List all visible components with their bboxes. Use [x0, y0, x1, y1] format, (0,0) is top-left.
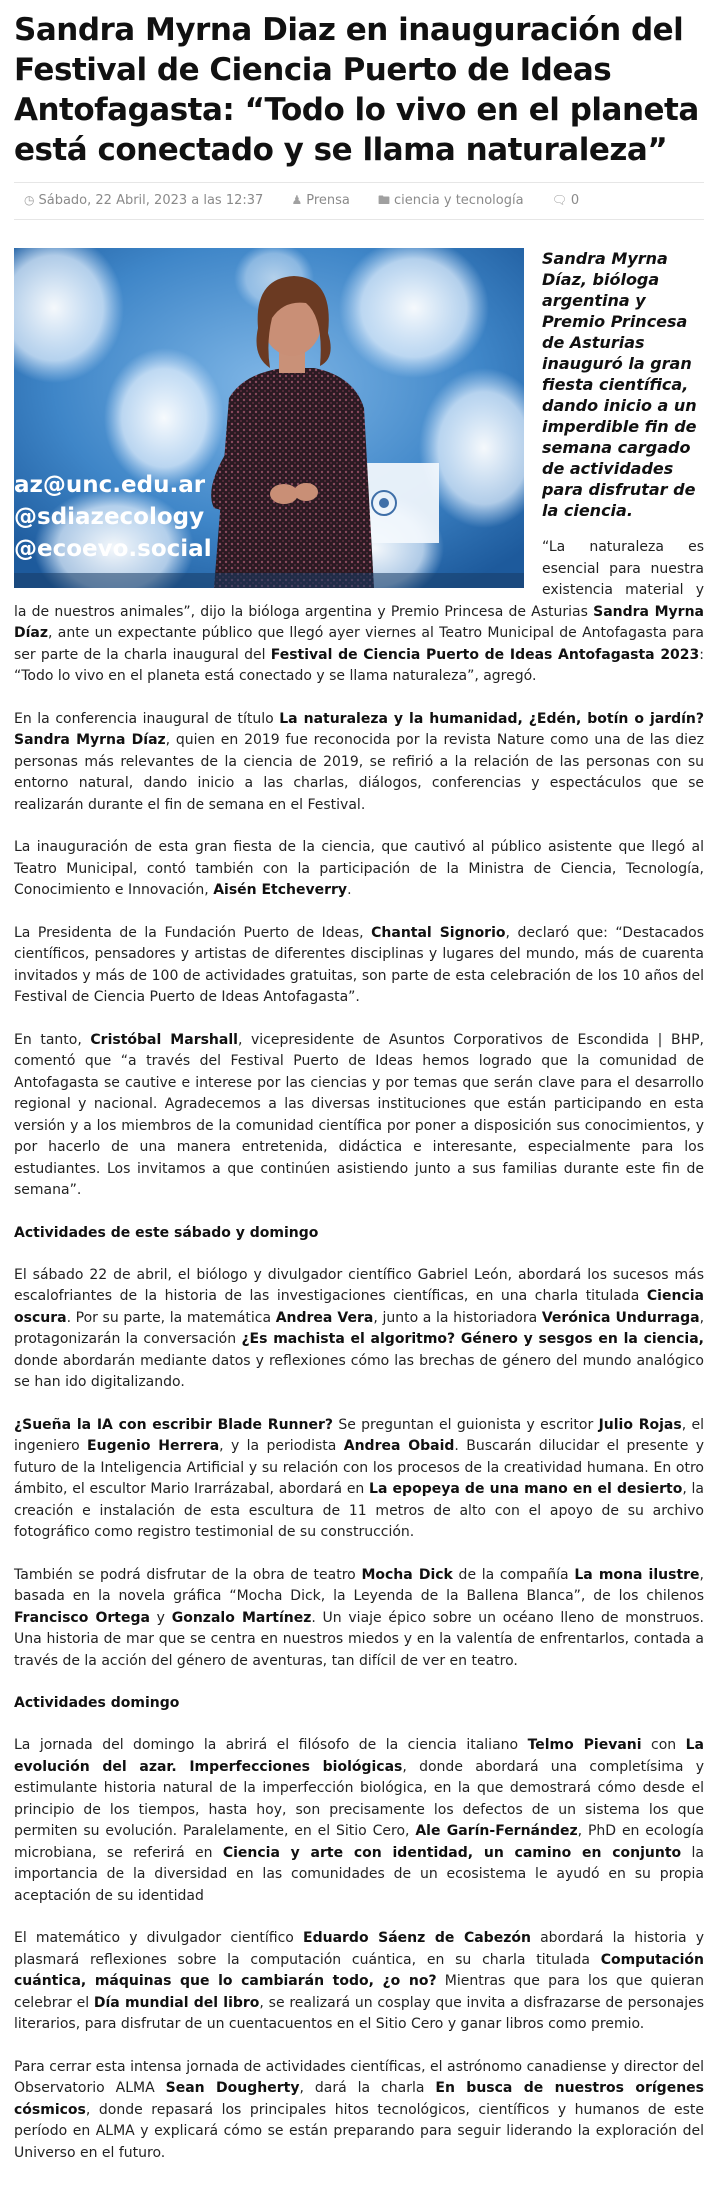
meta-category[interactable]: [378, 193, 536, 208]
heading-sunday: Actividades domingo: [14, 1695, 180, 1711]
folder-icon: 🖿: [378, 193, 391, 207]
screen-line-3: @ecoevo.social: [14, 536, 212, 562]
paragraph-11: Para cerrar esta intensa jornada de actividades científicas, el astrónomo canadiense y director del Observatorio ALMA Sean Dougherty, dará la charla En busca de nuestros orígenes cósmicos, donde repasará los principales hitos tecnológicos, científicos y humanos de este período en ALMA y explicará cómo se están preparando para seguir liderando la exploración del Universo en el futuro.: [14, 2058, 704, 2161]
paragraph-4: La Presidenta de la Fundación Puerto de Ideas, Chantal Signorio, declaró que: “Destacados científicos, pensadores y artistas de diferentes disciplinas y lugares del mundo, más de cuarenta invitados y más de 100 de actividades gratuitas, son parte de esta celebración de los 10 años del Festival de Ciencia Puerto de Ideas Antofagasta”.: [14, 924, 704, 1005]
paragraph-1: “La naturaleza es esencial para nuestra existencia material y la de nuestros animales”, dijo la bióloga argentina y Premio Princesa de Asturias Sandra Myrna Díaz, ante un expectante público que llegó ayer viernes al Teatro Municipal de Antofagasta para ser parte de la charla inaugural del Festival de Ciencia Puerto de Ideas Antofagasta 2023: “Todo lo vivo en el planeta está conectado y se llama naturaleza”, agregó.: [14, 539, 704, 684]
clock-icon: ◷: [24, 193, 35, 207]
paragraph-7: ¿Sueña la IA con escribir Blade Runner? Se preguntan el guionista y escritor Julio Rojas, el ingeniero Eugenio Herrera, y la periodista Andrea Obaid. Buscarán dilucidar el presente y futuro de la Inteligencia Artificial y su relación con los procesos de la creatividad humana. En otro ámbito, el escultor Mario Irarrázabal, abordará en La epopeya de una mano en el desierto, la creación e instalación de esta escultura de 11 metros de alto con el apoyo de su archivo fotográfico como registro testimonial de su construcción.: [14, 1416, 705, 1540]
screen-handles: [14, 472, 212, 562]
paragraph-5: En tanto, Cristóbal Marshall, vicepresidente de Asuntos Corporativos de Escondida | BHP, comentó que “a través del Festival Puerto de Ideas hemos logrado que la comunidad de Antofagasta se cautive e interese por las ciencias y por temas que serán clave para el desarrollo regional y nacional. Agradecemos a las diversas instituciones que están participando en esta versión y a los miembros de la comunidad científica por poner a disposición sus conocimientos, y por hacerlo de una manera entretenida, didáctica e interesante, especialmente para los estudiantes. Los invitamos a que continúen asistiendo junto a sus familias durante este fin de semana”.: [14, 1031, 705, 1198]
paragraph-6: El sábado 22 de abril, el biólogo y divulgador científico Gabriel León, abordará los sucesos más escalofriantes de la historia de las investigaciones científicas, en una charla titulada Ciencia oscura. Por su parte, la matemática Andrea Vera, junto a la historiadora Verónica Undurraga, protagonizarán la conversación ¿Es machista el algoritmo? Género y sesgos en la ciencia, donde abordarán mediante datos y reflexiones cómo las brechas de género del mundo analógico se han ido digitalizando.: [14, 1266, 705, 1390]
lead-photo: [14, 248, 524, 588]
date-text: Sábado, 22 Abril, 2023 a las 12:37: [38, 193, 264, 208]
article-meta: [14, 182, 704, 220]
paragraph-2: En la conferencia inaugural de título La naturaleza y la humanidad, ¿Edén, botín o jardín? Sandra Myrna Díaz, quien en 2019 fue reconocida por la revista Nature como una de las diez personas más relevantes de la ciencia de 2019, se refirió a la relación de las personas con su entorno natural, dando inicio a las charlas, diálogos, conferencias y espectáculos que se realizarán durante el fin de semana en el Festival.: [14, 710, 705, 813]
article-lead: Sandra Myrna Díaz, bióloga argentina y Premio Princesa de Asturias inauguró la gran fiesta científica, dando inicio a un imperdible fin de semana cargado de actividades para disfrutar de la ciencia.: [542, 249, 697, 520]
comment-icon: 🗨: [551, 193, 567, 207]
screen-line-1: az@unc.edu.ar: [14, 472, 206, 498]
paragraph-10: El matemático y divulgador científico Eduardo Sáenz de Cabezón abordará la historia y plasmará reflexiones sobre la computación cuántica, en su charla titulada Computación cuántica, máquinas que lo cambiarán todo, ¿o no? Mientras que para los que quieran celebrar el Día mundial del libro, se realizará un cosplay que invita a disfrazarse de personajes literarios, para disfrutar de un cuentacuentos en el Sitio Cero y ganar libros como premio.: [14, 1930, 704, 2032]
comments-count[interactable]: 0: [570, 193, 580, 208]
author-text[interactable]: Prensa: [306, 193, 350, 208]
heading-saturday-sunday: Actividades de este sábado y domingo: [14, 1224, 319, 1241]
speaker-photo: [14, 248, 524, 588]
paragraph-3: La inauguración de esta gran fiesta de la ciencia, que cautivó al público asistente que llegó al Teatro Municipal, contó también con la participación de la Ministra de Ciencia, Tecnología, Conocimiento e Innovación, Aisén Etcheverry.: [14, 839, 704, 898]
paragraph-8: También se podrá disfrutar de la obra de teatro Mocha Dick de la compañía La mona ilustre, basada en la novela gráfica “Mocha Dick, la Leyenda de la Ballena Blanca”, de los chilenos Francisco Ortega y Gonzalo Martínez. Un viaje épico sobre un océano lleno de monstruos. Una historia de mar que se centra en nuestros miedos y en la valentía de enfrentarlos, contada a través de la acción del género de aventuras, tan difícil de ver en teatro.: [14, 1566, 705, 1669]
category-link[interactable]: ciencia y tecnología: [394, 193, 524, 208]
article-title: Sandra Myrna Diaz en inauguración del Festival de Ciencia Puerto de Ideas Antofagasta: “Todo lo vivo en el planeta está conectado y se llama naturaleza”: [14, 12, 699, 168]
meta-author[interactable]: [291, 193, 361, 208]
article-body: [14, 220, 704, 2185]
user-icon: ♟: [291, 193, 303, 207]
article-page: [14, 10, 704, 2185]
meta-comments[interactable]: [552, 193, 592, 208]
paragraph-9: La jornada del domingo la abrirá el filósofo de la ciencia italiano Telmo Pievani con La evolución del azar. Imperfecciones biológicas, donde abordará una completísima y estimulante historia natural de la imperfección biológica, en la que demostrará cómo desde el principio de los tiempos, hasta hoy, son precisamente los defectos de un sistema los que permiten su evolución. Paralelamente, en el Sitio Cero, Ale Garín-Fernández, PhD en ecología microbiana, se referirá en Ciencia y arte con identidad, un camino en conjunto la importancia de la diversidad en las comunidades de un ecosistema le ayudó en su propia aceptación de su identidad: [14, 1737, 704, 1904]
meta-date: [24, 193, 275, 208]
screen-line-2: @sdiazecology: [14, 504, 205, 530]
